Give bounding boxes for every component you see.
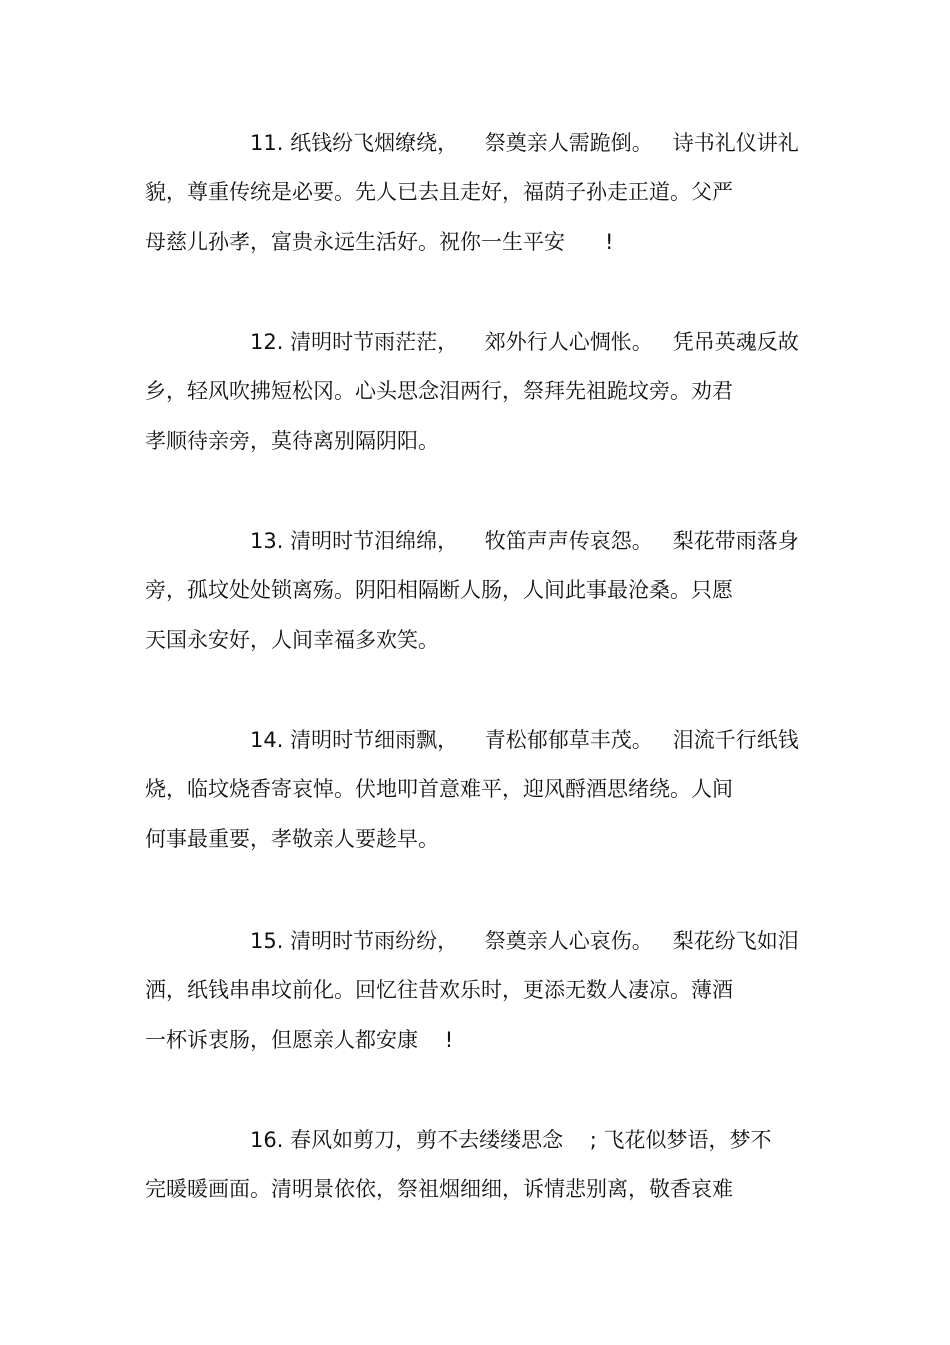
paragraph-line: 14. 清明时节细雨飘， 青松郁郁草丰茂。 泪流千行纸钱	[250, 728, 799, 752]
paragraph-line: 旁，孤坟处处锁离殇。阴阳相隔断人肠，人间此事最沧桑。只愿	[145, 578, 733, 602]
paragraph-line: 烧，临坟烧香寄哀悼。伏地叩首意难平，迎风酹酒思绪绕。人间	[145, 777, 733, 801]
paragraph-line: 何事最重要，孝敬亲人要趁早。	[145, 827, 439, 851]
paragraph-line: 洒，纸钱串串坟前化。回忆往昔欢乐时，更添无数人凄凉。薄酒	[145, 978, 733, 1002]
paragraph-line: 貌，尊重传统是必要。先人已去且走好，福荫子孙走正道。父严	[145, 180, 733, 204]
paragraph-line: 15. 清明时节雨纷纷， 祭奠亲人心哀伤。 梨花纷飞如泪	[250, 929, 799, 953]
paragraph-line: 13. 清明时节泪绵绵， 牧笛声声传哀怨。 梨花带雨落身	[250, 529, 799, 553]
paragraph-line: 11. 纸钱纷飞烟缭绕， 祭奠亲人需跪倒。 诗书礼仪讲礼	[250, 131, 799, 155]
paragraph-line: 一杯诉衷肠，但愿亲人都安康 !	[145, 1028, 454, 1052]
paragraph-line: 母慈儿孙孝，富贵永远生活好。祝你一生平安 !	[145, 230, 614, 254]
paragraph-line: 16. 春风如剪刀，剪不去缕缕思念 ; 飞花似梦语，梦不	[250, 1128, 772, 1152]
paragraph-line: 乡，轻风吹拂短松冈。心头思念泪两行，祭拜先祖跪坟旁。劝君	[145, 379, 733, 403]
paragraph-line: 天国永安好，人间幸福多欢笑。	[145, 628, 439, 652]
paragraph-line: 完暖暖画面。清明景依依，祭祖烟细细，诉情悲别离，敬香哀难	[145, 1177, 733, 1201]
paragraph-line: 12. 清明时节雨茫茫， 郊外行人心惆怅。 凭吊英魂反故	[250, 330, 799, 354]
paragraph-line: 孝顺待亲旁，莫待离别隔阴阳。	[145, 429, 439, 453]
